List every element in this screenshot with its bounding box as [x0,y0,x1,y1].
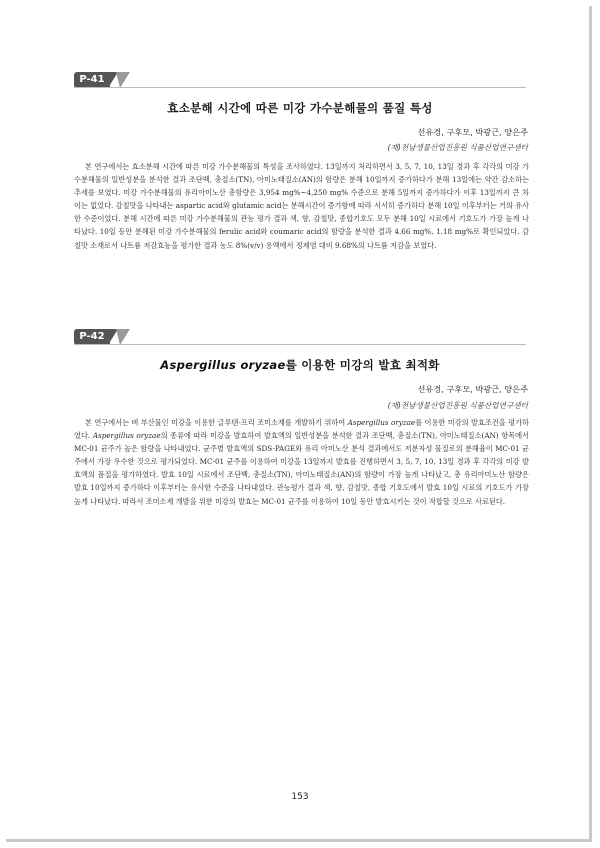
page-number: 153 [291,792,309,802]
authors-p42: 선유경, 구후모, 박광근, 양은주 [417,384,528,394]
authors-p41: 선유경, 구후모, 박광근, 양은주 [417,127,528,137]
section-rule [74,87,526,88]
section-rule [74,344,526,345]
tag-label: P-42 [74,329,110,345]
abstract-body-p41: 본 연구에서는 효소분해 시간에 따른 미강 가수분해물의 특성을 조사하였다. 13일까지 처리하면서 3, 5, 7, 10, 13일 경과 후 각각의 미강 가수분해물의 일반성분을 분석한 결과 조단백, 총질소(TN), 아미노태질소(AN)의 함량은 분해 10일까지 증가하다가 분해 13일에는 약간 감소하는 추세를 보였다. 미강 가수분해물의 유리아미노산 총함량은 3,954 mg%~4,250 mg% 수준으로 분해 5일까지 증가하다가 이후 13일까지 큰 차이는 없었다. 감칠맛을 나타내는 aspartic acid와 glutamic acid는 분해시간이 증가함에 따라 서서히 증가하다 분해 10일 이후부터는 거의 유사한 수준이었다. 분해 시간에 따른 미강 가수분해물의 관능 평가 결과 색, 향, 감칠맛, 종합기호도 모두 분해 10일 시료에서 기호도가 가장 높게 나타났다. 10일 동안 분해된 미강 가수분해물의 ferulic acid와 coumaric acid의 함량을 분석한 결과 4.66 mg%, 1.18 mg%로 확인되었다. 감칠맛 소재로서 나트륨 저감효능을 평가한 결과 농도 8%(v/v) 용액에서 정제염 대비 9.68%의 나트륨 저감을 보였다. [74,162,529,250]
abstract-text: 를 이용한 미강의 발효조건을 평가하였다. [74,418,529,441]
abstract-title-p42 [74,357,526,373]
abstract-text: 본 연구에서는 벼 부산물인 미강을 이용한 글루텐-프리 조미소재를 개발하기 위하여 [85,418,348,427]
species-name: Aspergillus oryzae [347,418,416,427]
section-tag-p41 [74,72,526,88]
title-rest: 를 이용한 미강의 발효 최적화 [285,358,440,372]
tag-stripe [116,329,130,345]
section-tag-p42 [74,329,526,345]
abstract-text: 의 종류에 따라 미강을 발효하여 발효액의 일반성분을 분석한 결과 조단백, 총질소(TN), 아미노태질소(AN) 항목에서 MC-01 균주가 높은 함량을 나타내었다. 균주별 발효액의 SDS-PAGE와 유리 아미노산 분석 결과에서도 저분자성 물질로의 분해율이 MC-01 균주에서 가장 우수한 것으로 평가되었다. MC-01 균주를 이용하여 미강을 13일까지 발효를 진행하면서 3, 5, 7, 10, 13일 경과 후 각각의 미강 발효액의 품질을 평가하였다. 발효 10일 시료에서 조단백, 총질소(TN), 아미노태질소(AN)의 함량이 가장 높게 나타났고, 총 유리아미노산 함량은 발효 10일까지 증가하다 이후부터는 유사한 수준을 나타내었다. 관능평가 결과 색, 향, 감칠맛, 종합 기호도에서 발효 10일 시료의 기호도가 가장 높게 나타났다. 따라서 조미소재 개발을 위한 미강의 발효는 MC-01 균주를 이용하여 10일 동안 발효시키는 것이 적합할 것으로 사료된다. [74,431,529,506]
tag-label: P-41 [74,72,110,88]
title-species: Aspergillus oryzae [160,358,286,372]
tag-stripe [116,72,130,88]
abstract-body-p42 [74,416,529,508]
species-name: Aspergillus oryzae [92,431,161,441]
affiliation-p42: (재)전남생물산업진흥원 식품산업연구센터 [387,401,528,410]
affiliation-p41: (재)전남생물산업진흥원 식품산업연구센터 [387,143,528,152]
abstract-title-p41: 효소분해 시간에 따른 미강 가수분해물의 품질 특성 [167,101,433,115]
